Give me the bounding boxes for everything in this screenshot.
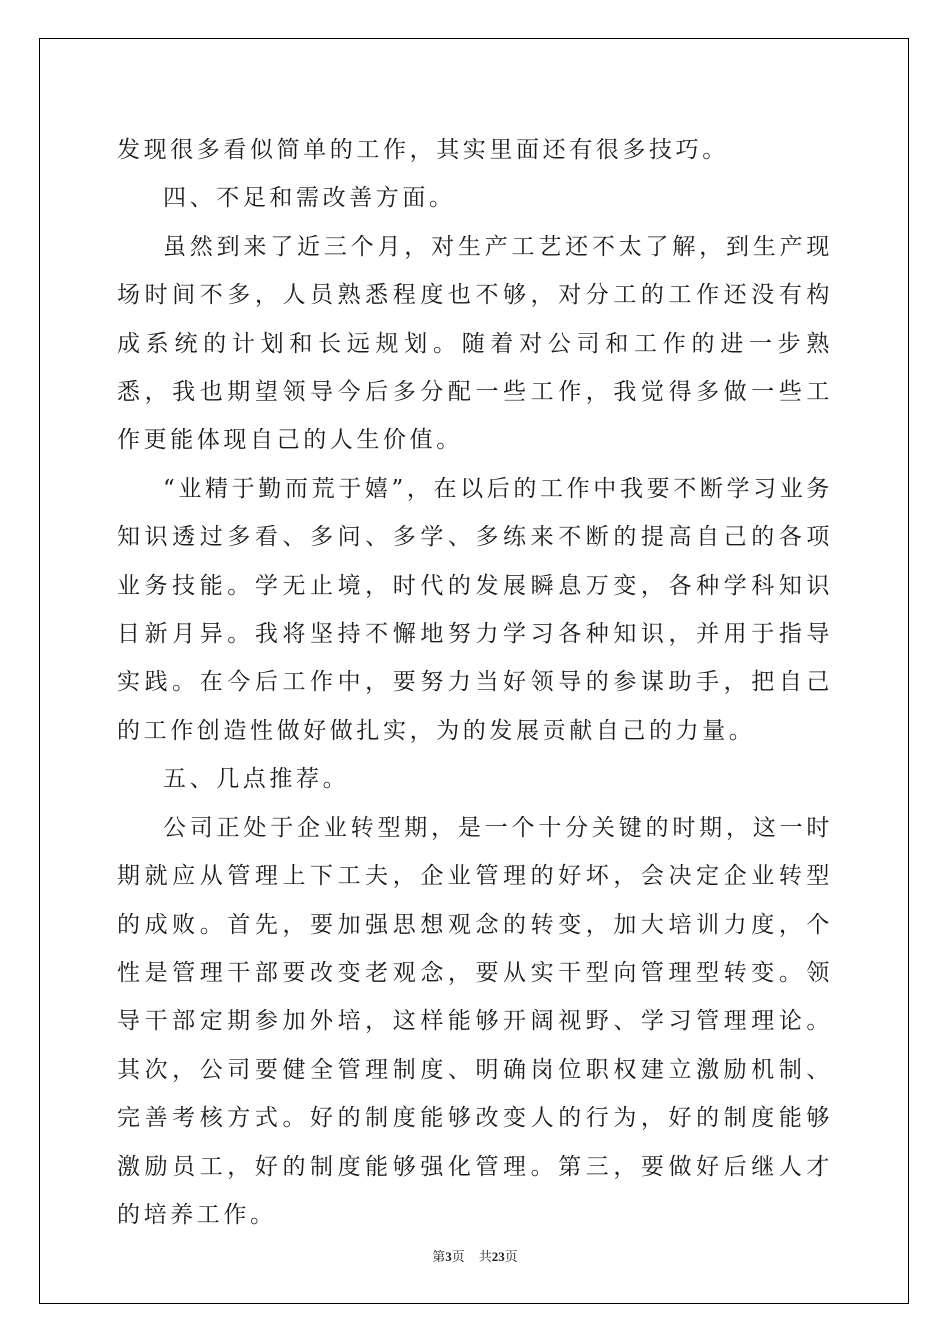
total-prefix: 共 xyxy=(478,1250,492,1265)
heading-recommendations: 五、几点推荐。 xyxy=(163,766,350,793)
total-pages-number: 23 xyxy=(491,1249,505,1264)
page-prefix: 第 xyxy=(432,1250,446,1265)
page-footer xyxy=(0,1246,950,1265)
paragraph-4: 公司正处于企业转型期，是一个十分关键的时期，这一时期就应从管理上下工夫，企业管理的好坏，会决定企业转型的成败。首先，要加强思想观念的转变，加大培训力度，个性是管理干部要改变老观念，要从实干型向管理型转变。领导干部定期参加外培，这样能够开阔视野、学习管理理论。其次，公司要健全管理制度、明确岗位职权建立激励机制、完善考核方式。好的制度能够改变人的行为，好的制度能够激励员工，好的制度能够强化管理。第三，要做好后继人才的培养工作。 xyxy=(117,814,833,1228)
document-body xyxy=(117,126,833,1239)
page-suffix: 页 xyxy=(451,1250,465,1265)
paragraph-1: 发现很多看似简单的工作，其实里面还有很多技巧。 xyxy=(117,137,729,163)
total-suffix: 页 xyxy=(504,1250,518,1265)
heading-shortcomings: 四、不足和需改善方面。 xyxy=(163,185,456,212)
paragraph-3: “业精于勤而荒于嬉”，在以后的工作中我要不断学习业务知识透过多看、多问、多学、多练来不断的提高自己的各项业务技能。学无止境，时代的发展瞬息万变，各种学科知识日新月异。我将坚持不懈地努力学习各种知识，并用于指导实践。在今后工作中，要努力当好领导的参谋助手，把自己的工作创造性做好做扎实，为的发展贡献自己的力量。 xyxy=(117,475,833,744)
current-page-number: 3 xyxy=(445,1249,452,1264)
paragraph-2: 虽然到来了近三个月，对生产工艺还不太了解，到生产现场时间不多，人员熟悉程度也不够，对分工的工作还没有构成系统的计划和长远规划。随着对公司和工作的进一步熟悉，我也期望领导今后多分配一些工作，我觉得多做一些工作更能体现自己的人生价值。 xyxy=(117,233,833,454)
